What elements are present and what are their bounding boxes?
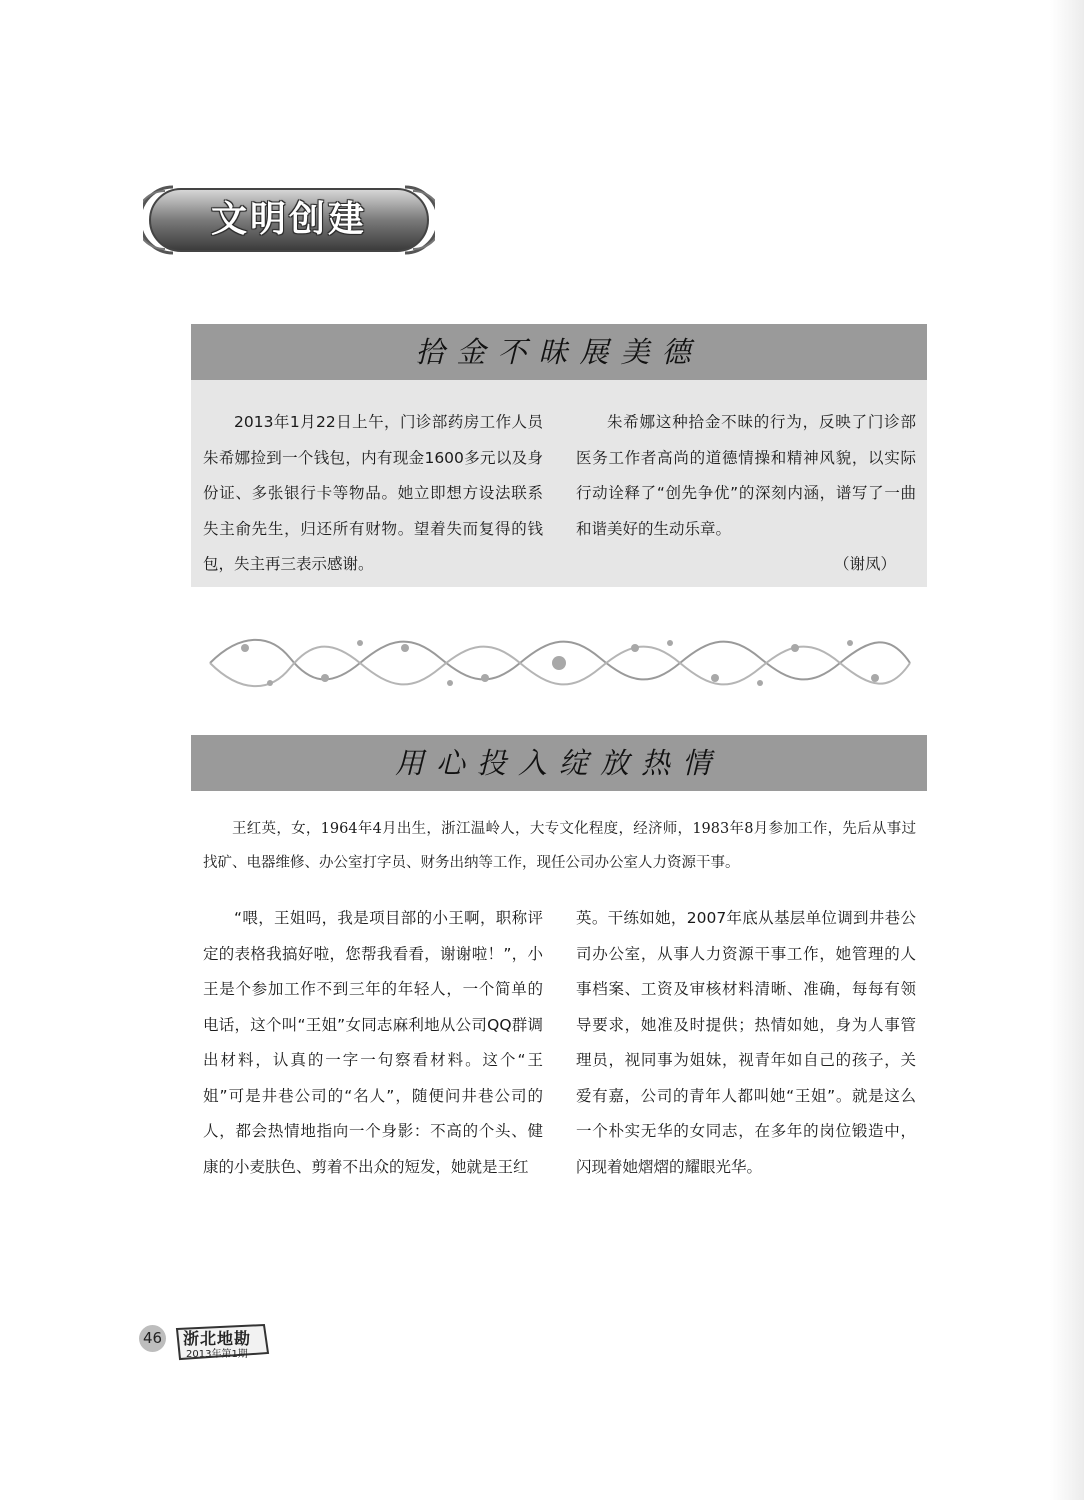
article2-left-paragraph: “喂，王姐吗，我是项目部的小王啊，职称评定的表格我搞好啦，您帮我看看，谢谢啦！”，小王是个参加工作不到三年的年轻人，一个简单的电话，这个叫“王姐”女同志麻利地从公司QQ群调出材料，认真的一字一句察看材料。这个“王姐”可是井巷公司的“名人”，随便问井巷公司的人，都会热情地指向一个身影：不高的个头、健康的小麦肤色、剪着不出众的短发，她就是王红 bbox=[203, 909, 543, 1176]
article1-title: 拾金不昧展美德 bbox=[191, 324, 927, 380]
floral-divider-icon bbox=[200, 628, 918, 698]
article1-left-paragraph: 2013年1月22日上午，门诊部药房工作人员朱希娜捡到一个钱包，内有现金1600多元以及身份证、多张银行卡等物品。她立即想方设法联系失主俞先生，归还所有财物。望着失而复得的钱包，失主再三表示感谢。 bbox=[203, 413, 543, 573]
article1-left-column bbox=[203, 405, 543, 583]
article1-right-paragraph: 朱希娜这种拾金不昧的行为，反映了门诊部医务工作者高尚的道德情操和精神风貌，以实际行动诠释了“创先争优”的深刻内涵，谱写了一曲和谐美好的生动乐章。 bbox=[576, 413, 916, 538]
article2-intro bbox=[203, 812, 916, 880]
article1-author: （谢凤） bbox=[833, 555, 896, 573]
page-edge-shadow bbox=[1050, 0, 1084, 1500]
page-number: 46 bbox=[139, 1325, 166, 1352]
magazine-issue: 2013年第1期 bbox=[186, 1349, 248, 1360]
magazine-name: 浙北地勘 bbox=[183, 1329, 252, 1348]
article2-title: 用心投入绽放热情 bbox=[191, 735, 927, 791]
article2-left-column bbox=[203, 901, 543, 1185]
article2-right-column bbox=[576, 901, 916, 1185]
article1-right-column bbox=[576, 405, 916, 583]
section-banner bbox=[143, 183, 435, 257]
article2-right-paragraph: 英。干练如她，2007年底从基层单位调到井巷公司办公室，从事人力资源干事工作，她管理的人事档案、工资及审核材料清晰、准确，每每有领导要求，她准及时提供；热情如她，身为人事管理员，视同事为姐妹，视青年如自己的孩子，关爱有嘉，公司的青年人都叫她“王姐”。就是这么一个朴实无华的女同志，在多年的岗位锻造中，闪现着她熠熠的耀眼光华。 bbox=[576, 909, 916, 1176]
section-title: 文明创建 bbox=[210, 199, 367, 240]
article2-intro-text: 王红英，女，1964年4月出生，浙江温岭人，大专文化程度，经济师，1983年8月参加工作，先后从事过找矿、电器维修、办公室打字员、财务出纳等工作，现任公司办公室人力资源干事。 bbox=[203, 821, 916, 871]
